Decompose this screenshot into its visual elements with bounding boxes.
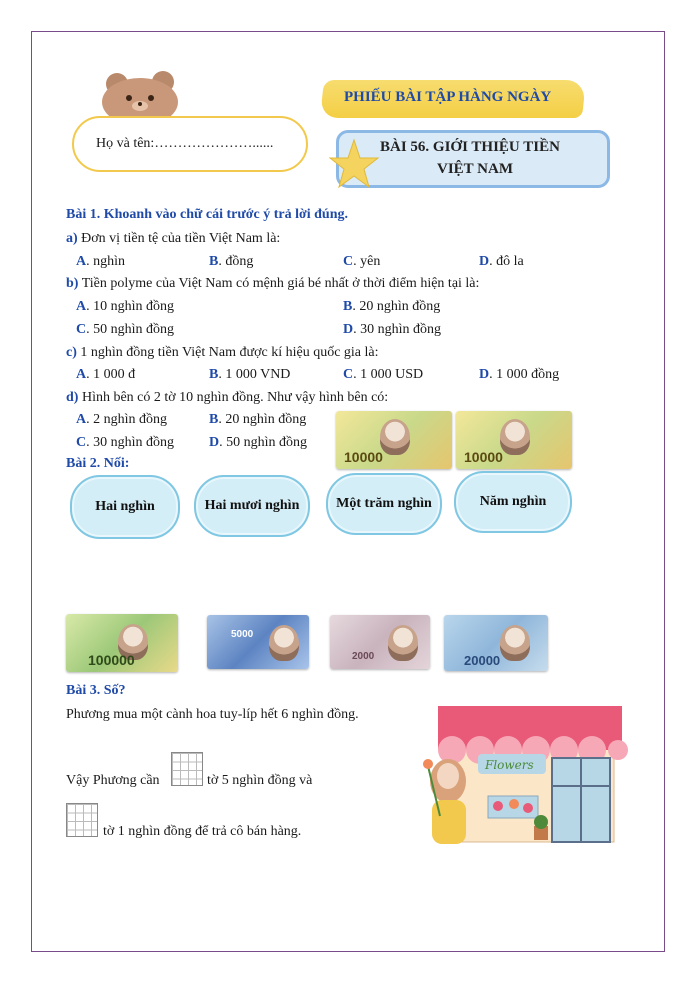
bai3-line2-a: Vậy Phương cần (66, 773, 160, 788)
question-b: b) Tiền polyme của Việt Nam có mệnh giá bé nhất ở thời điểm hiện tại là: (66, 276, 480, 291)
lesson-title-line1: BÀI 56. GIỚI THIỆU TIỀN (380, 139, 560, 155)
bai3-line3: tờ 1 nghìn đồng để trả cô bán hàng. (103, 824, 302, 839)
bai3-line1: Phương mua một cành hoa tuy-líp hết 6 nghìn đồng. (66, 707, 359, 722)
option-d-A[interactable]: A. 2 nghìn đồng (76, 412, 168, 427)
banknote-5000[interactable]: 5000 (207, 615, 309, 669)
banknote-10000-1: 10000 (336, 411, 452, 469)
cloud-nam-nghin[interactable]: Năm nghìn (454, 471, 572, 533)
option-d-C[interactable]: C. 30 nghìn đồng (76, 435, 175, 450)
option-b-D[interactable]: D. 30 nghìn đồng (343, 322, 442, 337)
bai3-heading: Bài 3. Số? (66, 683, 126, 698)
banknote-100000[interactable]: 100000 (66, 614, 178, 672)
cloud-hai-muoi-nghin[interactable]: Hai mươi nghìn (194, 475, 310, 537)
option-c-C[interactable]: C. 1 000 USD (343, 367, 424, 382)
option-a-D[interactable]: D. đô la (479, 254, 524, 269)
option-c-D[interactable]: D. 1 000 đồng (479, 367, 560, 382)
bai1-heading: Bài 1. Khoanh vào chữ cái trước ý trả lời đúng. (66, 207, 348, 222)
option-a-A[interactable]: A. nghìn (76, 254, 126, 269)
banknote-10000-2: 10000 (456, 411, 572, 469)
answer-box-5000[interactable] (171, 752, 203, 786)
option-a-C[interactable]: C. yên (343, 254, 381, 269)
option-c-A[interactable]: A. 1 000 đ (76, 367, 136, 382)
bai2-heading: Bài 2. Nối: (66, 456, 130, 471)
option-d-B[interactable]: B. 20 nghìn đồng (209, 412, 307, 427)
cloud-mot-tram-nghin[interactable]: Một trăm nghìn (326, 473, 442, 535)
question-c: c) 1 nghìn đồng tiền Việt Nam được kí hiệu quốc gia là: (66, 345, 379, 360)
option-c-B[interactable]: B. 1 000 VND (209, 367, 291, 382)
worksheet-title: PHIẾU BÀI TẬP HÀNG NGÀY (344, 89, 552, 105)
banknote-2000[interactable]: 2000 (330, 615, 430, 669)
option-d-D[interactable]: D. 50 nghìn đồng (209, 435, 308, 450)
cloud-hai-nghin[interactable]: Hai nghìn (70, 475, 180, 539)
shop-sign: Flowers (485, 758, 534, 772)
lesson-title-line2: VIỆT NAM (437, 161, 513, 177)
question-a: a) Đơn vị tiền tệ của tiền Việt Nam là: (66, 231, 281, 246)
answer-box-1000[interactable] (66, 803, 98, 837)
banknote-20000[interactable]: 20000 (444, 615, 548, 671)
option-b-B[interactable]: B. 20 nghìn đồng (343, 299, 441, 314)
question-d: d) Hình bên có 2 tờ 10 nghìn đồng. Như vậy hình bên có: (66, 390, 389, 405)
option-a-B[interactable]: B. đồng (209, 254, 254, 269)
option-b-A[interactable]: A. 10 nghìn đồng (76, 299, 175, 314)
bai3-line2-b: tờ 5 nghìn đồng và (207, 773, 313, 788)
name-label[interactable]: Họ và tên:…………………...... (96, 136, 274, 151)
star-icon (328, 138, 380, 198)
option-b-C[interactable]: C. 50 nghìn đồng (76, 322, 175, 337)
